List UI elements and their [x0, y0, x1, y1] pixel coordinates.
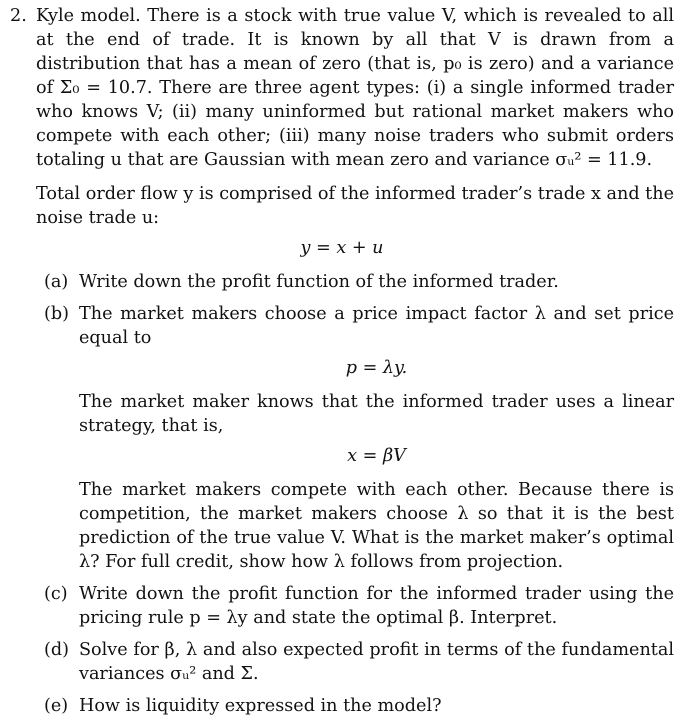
- strategy-equation: x = βV: [347, 446, 406, 466]
- part-label: (b): [44, 304, 69, 324]
- part-text: The market makers choose a price impact factor λ and set price equal to: [79, 304, 674, 348]
- part-text-3: The market makers compete with each other. Because there is competition, the market makers choose λ so that it is the best prediction of the true value V. What is the market maker’s optimal λ? For full credit, show how λ follows from projection.: [79, 480, 674, 572]
- part-label: (c): [44, 584, 68, 604]
- part-text: Write down the profit function for the informed trader using the pricing rule p = λy and state the optimal β. Interpret.: [79, 584, 674, 628]
- part-a: [10, 270, 674, 294]
- part-text: Write down the profit function of the informed trader.: [79, 272, 559, 292]
- part-label: (d): [44, 640, 69, 660]
- part-text-2: The market maker knows that the informed trader uses a linear strategy, that is,: [79, 392, 674, 436]
- order-flow-equation: y = x + u: [300, 238, 384, 258]
- problem-intro: Kyle model. There is a stock with true value V, which is revealed to all at the end of trade. It is known by all that V is drawn from a distribution that has a mean of zero (that is, p₀ is zero) and a variance of Σ₀ = 10.7. There are three agent types: (i) a single informed trader who knows V; (ii) many uninformed but rational market makers who compete with each other; (iii) many noise traders who submit orders totaling u that are Gaussian with mean zero and variance σᵤ² = 11.9.: [36, 6, 674, 170]
- order-flow-text: Total order flow y is comprised of the informed trader’s trade x and the noise trade u:: [36, 184, 674, 228]
- part-d: [10, 638, 674, 686]
- part-e: [10, 694, 674, 718]
- part-text: Solve for β, λ and also expected profit in terms of the fundamental variances σᵤ² and Σ.: [79, 640, 674, 684]
- part-label: (e): [44, 696, 69, 716]
- part-label: (a): [44, 272, 69, 292]
- part-c: [10, 582, 674, 630]
- parts-list: [10, 270, 674, 718]
- part-b: [10, 302, 674, 574]
- price-equation: p = λy.: [345, 358, 408, 378]
- part-text: How is liquidity expressed in the model?: [79, 696, 442, 716]
- problem: [10, 4, 674, 726]
- problem-number: 2.: [10, 6, 27, 26]
